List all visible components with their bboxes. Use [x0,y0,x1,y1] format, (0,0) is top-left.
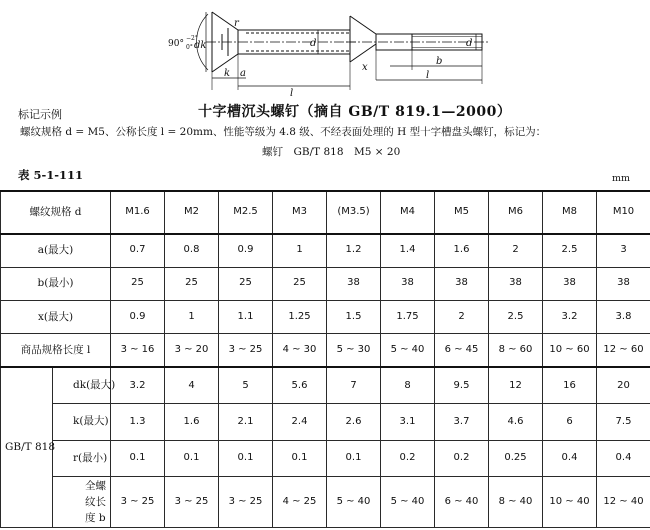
table-cell: 3 ~ 25 [219,477,273,528]
table-cell: 3 ~ 25 [111,477,165,528]
table-header-row [1,191,650,234]
table-cell: 0.1 [165,440,219,476]
table-cell: 25 [219,267,273,300]
screw-drawing [150,0,510,98]
marking-description: 螺纹规格 d = M5、公称长度 l = 20mm、性能等级为 4.8 级、不经表面处理的 H 型十字槽盘头螺钉，标记为： [20,126,547,138]
head-face-right [350,16,376,34]
table-row [1,404,650,440]
table-cell: 0.9 [219,234,273,267]
header-size: M2.5 [219,191,273,234]
table-cell: 1.4 [381,234,435,267]
table-cell: 20 [597,367,650,403]
table-cell: 2 [435,300,489,333]
table-cell: 3 [597,234,650,267]
table-cell: 6 [543,404,597,440]
table-cell: 0.8 [165,234,219,267]
table-row [1,267,650,300]
table-cell: 3 ~ 20 [165,334,219,367]
table-cell: 38 [435,267,489,300]
table-cell: 0.1 [273,440,327,476]
header-size: M1.6 [111,191,165,234]
table-cell: 3 ~ 16 [111,334,165,367]
table-cell: 3.7 [435,404,489,440]
dim-d-left: d [310,38,317,49]
table-cell: 12 ~ 40 [597,477,650,528]
table-number: 表 5-1-111 [18,168,84,182]
page-title: 十字槽沉头螺钉（摘自 GB/T 819.1—2000） [198,104,512,120]
table-cell: 1.25 [273,300,327,333]
header-size: M4 [381,191,435,234]
header-size: M8 [543,191,597,234]
table-cell: 4 ~ 30 [273,334,327,367]
group-label: GB/T 818 [1,367,53,527]
table-cell: 0.1 [111,440,165,476]
dim-a: a [240,68,246,79]
table-cell: 38 [489,267,543,300]
table-cell: 10 ~ 40 [543,477,597,528]
table-cell: 1.6 [435,234,489,267]
table-cell: 5 [219,367,273,403]
table-cell: 3.8 [597,300,650,333]
table-row [1,367,650,403]
sub-row-label: 全螺纹长度 b [53,477,111,528]
table-cell: 9.5 [435,367,489,403]
table-cell: 2.6 [327,404,381,440]
row-label: b(最小) [1,267,111,300]
table-cell: 4.6 [489,404,543,440]
table-cell: 1.1 [219,300,273,333]
table-cell: 0.1 [327,440,381,476]
table-cell: 2 [489,234,543,267]
marking-example: 螺钉 GB/T 818 M5 × 20 [262,146,401,158]
table-cell: 25 [165,267,219,300]
section-label: 标记示例 [18,108,62,121]
table-cell: 38 [381,267,435,300]
dim-d-right: d [466,38,473,49]
dim-k: k [224,68,231,79]
table-cell: 8 ~ 60 [489,334,543,367]
dim-l-right: l [426,70,430,81]
table-cell: 1.2 [327,234,381,267]
header-size: M2 [165,191,219,234]
table-cell: 0.9 [111,300,165,333]
dim-l-left: l [290,88,294,98]
table-cell: 5 ~ 40 [381,477,435,528]
table-row [1,234,650,267]
table-cell: 1.75 [381,300,435,333]
header-thread-size-label: 螺纹规格 d [1,191,111,234]
row-label: a(最大) [1,234,111,267]
table-cell: 0.4 [543,440,597,476]
dim-x: x [362,62,368,73]
dim-dk: dk [194,40,207,51]
table-cell: 38 [327,267,381,300]
table-cell: 3.1 [381,404,435,440]
table-cell: 3.2 [111,367,165,403]
table-cell: 5 ~ 40 [327,477,381,528]
table-cell: 2.5 [543,234,597,267]
table-cell: 5 ~ 40 [381,334,435,367]
table-cell: 0.2 [435,440,489,476]
header-size: M6 [489,191,543,234]
table-cell: 1.5 [327,300,381,333]
table-cell: 2.5 [489,300,543,333]
sub-row-label: k(最大) [53,404,111,440]
table-cell: 6 ~ 45 [435,334,489,367]
header-size: M10 [597,191,650,234]
table-cell: 7 [327,367,381,403]
table-cell: 3.2 [543,300,597,333]
table-row [1,440,650,476]
table-cell: 0.7 [111,234,165,267]
table-cell: 5 ~ 30 [327,334,381,367]
table-cell: 0.4 [597,440,650,476]
table-cell: 5.6 [273,367,327,403]
spec-table [0,190,650,528]
table-cell: 4 [165,367,219,403]
table-cell: 25 [273,267,327,300]
table-cell: 10 ~ 60 [543,334,597,367]
angle-label: 90° [168,39,184,49]
table-cell: 3 ~ 25 [219,334,273,367]
header-size: M5 [435,191,489,234]
row-label: 商品规格长度 l [1,334,111,367]
sub-row-label: r(最小) [53,440,111,476]
table-cell: 2.4 [273,404,327,440]
angle-tol-top: −2° [186,35,198,42]
header-size: M3 [273,191,327,234]
head-face-right-b [350,44,376,62]
angle-tol-bottom: 0° [186,44,193,51]
table-cell: 8 [381,367,435,403]
table-cell: 1.6 [165,404,219,440]
table-row [1,300,650,333]
table-cell: 2.1 [219,404,273,440]
table-cell: 4 ~ 25 [273,477,327,528]
table-cell: 12 ~ 60 [597,334,650,367]
table-cell: 1.3 [111,404,165,440]
sub-row-label: dk(最大) [53,367,111,403]
table-row [1,334,650,367]
table-cell: 38 [597,267,650,300]
table-cell: 25 [111,267,165,300]
row-label: x(最大) [1,300,111,333]
table-cell: 6 ~ 40 [435,477,489,528]
table-cell: 7.5 [597,404,650,440]
table-cell: 38 [543,267,597,300]
dim-b: b [436,56,443,67]
table-cell: 1 [165,300,219,333]
table-cell: 3 ~ 25 [165,477,219,528]
table-cell: 12 [489,367,543,403]
table-cell: 0.25 [489,440,543,476]
table-cell: 8 ~ 40 [489,477,543,528]
table-row [1,477,650,528]
table-cell: 0.1 [219,440,273,476]
header-size: (M3.5) [327,191,381,234]
unit-label: mm [612,173,631,184]
table-cell: 1 [273,234,327,267]
dim-r: r [234,18,239,29]
table-cell: 16 [543,367,597,403]
table-cell: 0.2 [381,440,435,476]
